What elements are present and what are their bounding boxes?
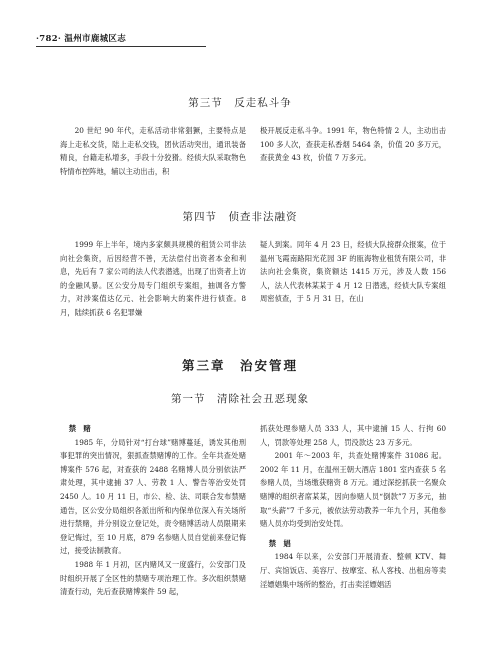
running-head: ·782· 温州市鹿城区志 <box>36 34 127 44</box>
paragraph: 极开展反走私斗争。1991 年，物色特情 2 人，主动出击 100 多人次，查获走私香烟 5464 条，价值 20 多万元，查获黄金 43 枚，价值 7 万多元。 <box>260 126 446 163</box>
chapter-title: 第三章 治安管理 <box>181 358 298 373</box>
paragraph: 2001 年～2003 年，共查处赌博案件 31086 起。2002 年 11 月，在温州王朝大酒店 1801 室内查获 5 名参赌人员，当场缴获赌资 8 万元。通过深挖抓获一名聚众赌博的组织者席某某，因向参赌人员“倒款”7 万多元，抽取“头薪”7 千多元，被依法劳动教养一年九个月，其他参赌人员亦均受到治安处罚。 <box>260 451 446 529</box>
chapter-body <box>60 422 446 599</box>
section-title-clear-vices: 第一节 清除社会丑恶现象 <box>171 393 309 405</box>
subheading-anti-prostitution: 禁 娼 <box>268 538 291 548</box>
section-body-illegal-fundraising <box>60 238 446 320</box>
paragraph: 1988 年 1 月初，区内赌风又一度盛行，公安部门及时组织开展了全区性的禁赌专项治理工作。多次组织禁赌清查行动，先后查获赌博案件 59 起， <box>60 559 246 597</box>
paragraph: 1985 年，分局针对“打台球”赌博蔓延，诱发其他刑事犯罪的突出情况，狠抓查禁赌博的工作。全年共查处赌博案件 576 起，对查获的 2488 名赌博人员分别依法严肃处理，其中逮捕 37 人、劳教 1 人、警告等治安处罚 2450 人。10 月 11 日，市公、检、法、司联合发布禁赌通告，区公安分局组织各派出所和内保单位深入有关场所进行禁赌，并分别设立登记处，责令赌博活动人员限期来登记悔过，至 10 月底，879 名参赌人员自觉前来登记悔过，接受法制教育。 <box>60 437 246 556</box>
left-column <box>60 124 246 178</box>
paragraph: 1984 年以来，公安部门开展清查、整顿 KTV、舞厅、宾馆饭店、美容厅、按摩室、私人客栈、出租房等卖淫嫖娼集中场所的整治，打击卖淫嫖娼活 <box>260 552 446 589</box>
header-rule <box>36 46 206 47</box>
paragraph: 20 世纪 90 年代，走私活动非常猖獗，主要特点是海上走私交货，陆上走私交钱，团伙活动突出，通讯装备精良，台籍走私增多，手段十分狡猾。经侦大队采取物色特情布控阵地，辅以主动出击，积 <box>60 126 246 176</box>
right-column <box>260 422 446 599</box>
paragraph: 疑人到案。同年 4 月 23 日，经侦大队接群众报案，位于温州飞霞南路阳光花园 3F 的瓯海物业租赁有限公司，非法向社会集资，集资额达 1415 万元，涉及人数 156 人，法人代表林某某于 4 月 12 日潜逃，经侦大队专案组周密侦查，于 5 月 31 日，在山 <box>260 240 446 304</box>
paragraph: 抓获处理参赌人员 333 人，其中逮捕 15 人、行拘 60 人，罚款等处理 258 人，罚没款达 23 万多元。 <box>260 424 446 447</box>
section-body-anti-smuggling <box>60 124 446 178</box>
left-column <box>60 238 246 320</box>
section-title-anti-smuggling: 第三节 反走私斗争 <box>188 97 292 109</box>
left-column <box>60 422 246 599</box>
right-column <box>260 124 446 178</box>
section-title-illegal-fundraising: 第四节 侦查非法融资 <box>182 211 298 223</box>
subheading-anti-gambling: 禁 赌 <box>68 424 91 433</box>
right-column <box>260 238 446 320</box>
paragraph: 1999 年上半年，境内多家颇具规模的租赁公司非法向社会集资，后因经营不善，无法偿付出资者本金和利息，先后有 7 家公司的法人代表潜逃，出现了出资者上访的金融风暴。区公安分局专门组织专案组，抽调各方警力，对涉案值达亿元、社会影响大的案件进行侦查。8 月，陆续抓获 6 名犯罪嫌 <box>60 240 246 317</box>
